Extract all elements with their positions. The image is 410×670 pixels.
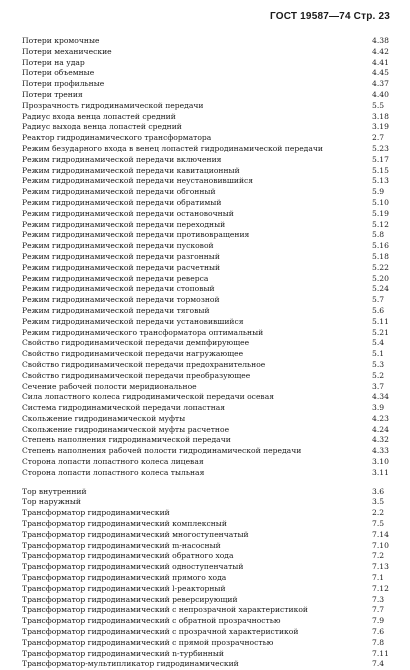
- entry-term: Режим гидродинамической передачи разгонный: [22, 251, 220, 261]
- entry-term: Скольжение гидродинамической муфты расчетное: [22, 424, 230, 434]
- entry-code: 7.3: [372, 594, 385, 604]
- entry-term: Режим гидродинамической передачи включения: [22, 154, 222, 164]
- entry-term: Трансформатор гидродинамический l-реакторный: [22, 583, 226, 593]
- index-entry: [22, 541, 396, 552]
- entry-term: Трансформатор гидродинамический обратного хода: [22, 551, 234, 561]
- entry-term: Трансформатор гидродинамический комплексный: [22, 519, 227, 529]
- index-entry: [22, 252, 396, 263]
- entry-term: Тор внутренний: [22, 486, 87, 496]
- entry-term: Степень наполнения рабочей полости гидродинамической передачи: [22, 446, 302, 456]
- index-entry: [22, 90, 396, 101]
- page-header: ГОСТ 19587—74 Стр. 23: [270, 11, 390, 22]
- entry-code: 4.41: [372, 57, 389, 67]
- entry-term: Режим гидродинамической передачи тяговый: [22, 305, 210, 315]
- index-entry: [22, 349, 396, 360]
- entry-code: 5.4: [372, 338, 385, 348]
- term-index-block-p-s: [22, 36, 396, 479]
- entry-term: Свойство гидродинамической передачи преобразующее: [22, 370, 251, 380]
- entry-code: 7.4: [372, 659, 385, 669]
- entry-term: Потери на удар: [22, 57, 85, 67]
- entry-term: Потери трения: [22, 89, 83, 99]
- index-entry: [22, 403, 396, 414]
- index-entry: [22, 198, 396, 209]
- entry-code: 3.9: [372, 403, 385, 413]
- entry-term: Сила лопастного колеса гидродинамической передачи осевая: [22, 392, 275, 402]
- index-entry: [22, 122, 396, 133]
- entry-code: 4.45: [372, 68, 389, 78]
- entry-code: 5.24: [372, 284, 389, 294]
- entry-code: 3.5: [372, 497, 385, 507]
- entry-code: 7.14: [372, 529, 389, 539]
- entry-term: Трансформатор гидродинамический прямого хода: [22, 573, 227, 583]
- entry-term: Трансформатор гидродинамический с прямой прозрачностью: [22, 637, 274, 647]
- entry-code: 7.7: [372, 605, 385, 615]
- entry-code: 7.8: [372, 637, 385, 647]
- entry-code: 4.34: [372, 392, 389, 402]
- entry-code: 7.5: [372, 519, 385, 529]
- entry-code: 5.5: [372, 100, 385, 110]
- index-entry: [22, 176, 396, 187]
- index-entry: [22, 58, 396, 69]
- index-entry: [22, 371, 396, 382]
- term-index-block-t: [22, 487, 396, 670]
- index-entry: [22, 187, 396, 198]
- entry-code: 5.15: [372, 165, 389, 175]
- index-entry: [22, 306, 396, 317]
- index-entry: [22, 166, 396, 177]
- index-entry: [22, 414, 396, 425]
- entry-code: 5.7: [372, 295, 385, 305]
- entry-code: 7.2: [372, 551, 385, 561]
- index-entry: [22, 595, 396, 606]
- entry-code: 3.6: [372, 486, 385, 496]
- entry-term: Режим гидродинамической передачи тормозной: [22, 295, 220, 305]
- index-entry: [22, 274, 396, 285]
- entry-term: Режим гидродинамической передачи стоповый: [22, 284, 215, 294]
- entry-code: 5.20: [372, 273, 389, 283]
- index-entry: [22, 328, 396, 339]
- entry-code: 5.9: [372, 187, 385, 197]
- entry-code: 5.2: [372, 370, 385, 380]
- entry-code: 4.38: [372, 36, 389, 45]
- index-entry: [22, 220, 396, 231]
- entry-term: Трансформатор гидродинамический m-насосный: [22, 540, 221, 550]
- index-entry: [22, 649, 396, 660]
- entry-code: 3.7: [372, 381, 385, 391]
- entry-term: Реактор гидродинамического трансформатора: [22, 133, 212, 143]
- entry-code: 5.17: [372, 154, 389, 164]
- index-entry: [22, 435, 396, 446]
- index-entry: [22, 263, 396, 274]
- entry-code: 7.9: [372, 616, 385, 626]
- entry-term: Свойство гидродинамической передачи нагружающее: [22, 349, 244, 359]
- entry-term: Режим гидродинамической передачи пусковой: [22, 241, 214, 251]
- entry-code: 4.32: [372, 435, 389, 445]
- index-entry: [22, 155, 396, 166]
- entry-term: Потери объемные: [22, 68, 95, 78]
- index-entry: [22, 360, 396, 371]
- index-entry: [22, 47, 396, 58]
- entry-term: Трансформатор-мультипликатор гидродинамический: [22, 659, 239, 669]
- index-entry: [22, 551, 396, 562]
- index-entry: [22, 457, 396, 468]
- index-entry: [22, 284, 396, 295]
- entry-code: 7.12: [372, 583, 389, 593]
- entry-code: 3.18: [372, 111, 389, 121]
- entry-code: 7.6: [372, 627, 385, 637]
- entry-term: Режим гидродинамического трансформатора оптимальный: [22, 327, 264, 337]
- entry-term: Скольжение гидродинамической муфты: [22, 413, 186, 423]
- entry-code: 5.1: [372, 349, 385, 359]
- index-entry: [22, 425, 396, 436]
- index-entry: [22, 112, 396, 123]
- entry-term: Свойство гидродинамической передачи предохранительное: [22, 359, 266, 369]
- entry-term: Свойство гидродинамической передачи демпфирующее: [22, 338, 250, 348]
- entry-code: 5.8: [372, 230, 385, 240]
- index-entry: [22, 616, 396, 627]
- entry-code: 4.33: [372, 446, 389, 456]
- entry-term: Режим безударного входа в венец лопастей гидродинамической передачи: [22, 143, 323, 153]
- index-entry: [22, 605, 396, 616]
- entry-code: 7.11: [372, 648, 389, 658]
- entry-term: Трансформатор гидродинамический одноступенчатый: [22, 562, 244, 572]
- entry-code: 5.16: [372, 241, 389, 251]
- entry-term: Режим гидродинамической передачи обратимый: [22, 197, 222, 207]
- entry-code: 4.40: [372, 89, 389, 99]
- entry-term: Режим гидродинамической передачи обгонный: [22, 187, 216, 197]
- entry-term: Трансформатор гидродинамический многоступенчатый: [22, 529, 249, 539]
- entry-code: 5.22: [372, 262, 389, 272]
- entry-code: 5.3: [372, 359, 385, 369]
- entry-term: Трансформатор гидродинамический с обратной прозрачностью: [22, 616, 281, 626]
- entry-code: 5.10: [372, 197, 389, 207]
- index-entry: [22, 209, 396, 220]
- index-entry: [22, 562, 396, 573]
- entry-term: Режим гидродинамической передачи расчетный: [22, 262, 221, 272]
- index-entry: [22, 101, 396, 112]
- entry-code: 3.19: [372, 122, 389, 132]
- index-entry: [22, 241, 396, 252]
- entry-code: 2.2: [372, 508, 385, 518]
- entry-code: 5.23: [372, 143, 389, 153]
- entry-term: Прозрачность гидродинамической передачи: [22, 100, 204, 110]
- entry-term: Сторона лопасти лопастного колеса тыльная: [22, 467, 205, 477]
- entry-term: Степень наполнения гидродинамической передачи: [22, 435, 231, 445]
- index-entry: [22, 317, 396, 328]
- index-entry: [22, 627, 396, 638]
- entry-term: Потери кромочные: [22, 36, 100, 45]
- entry-term: Трансформатор гидродинамический реверсирующий: [22, 594, 238, 604]
- entry-term: Режим гидродинамической передачи неустановившийся: [22, 176, 254, 186]
- entry-code: 5.6: [372, 305, 385, 315]
- entry-code: 3.10: [372, 457, 389, 467]
- entry-term: Система гидродинамической передачи лопастная: [22, 403, 226, 413]
- entry-term: Трансформатор гидродинамический n-турбинный: [22, 648, 224, 658]
- entry-term: Режим гидродинамической передачи кавитационный: [22, 165, 240, 175]
- entry-code: 7.10: [372, 540, 389, 550]
- entry-term: Режим гидродинамической передачи реверса: [22, 273, 209, 283]
- entry-term: Радиус выхода венца лопастей средний: [22, 122, 182, 132]
- index-entry: [22, 638, 396, 649]
- index-entry: [22, 468, 396, 479]
- entry-term: Режим гидродинамической передачи остановочный: [22, 208, 234, 218]
- index-entry: [22, 508, 396, 519]
- entry-term: Сечение рабочей полости меридиональное: [22, 381, 197, 391]
- index-entry: [22, 446, 396, 457]
- entry-code: 5.13: [372, 176, 389, 186]
- index-entry: [22, 519, 396, 530]
- index-entry: [22, 133, 396, 144]
- entry-code: 4.23: [372, 413, 389, 423]
- entry-term: Режим гидродинамической передачи установившийся: [22, 316, 244, 326]
- index-entry: [22, 530, 396, 541]
- index-entry: [22, 295, 396, 306]
- index-entry: [22, 36, 396, 47]
- entry-code: 2.7: [372, 133, 385, 143]
- entry-term: Потери механические: [22, 46, 112, 56]
- entry-term: Тор наружный: [22, 497, 81, 507]
- entry-term: Трансформатор гидродинамический с непрозрачной характеристикой: [22, 605, 308, 615]
- entry-code: 5.18: [372, 251, 389, 261]
- index-entry: [22, 659, 396, 670]
- entry-code: 7.1: [372, 573, 385, 583]
- index-entry: [22, 497, 396, 508]
- index-entry: [22, 487, 396, 498]
- entry-term: Режим гидродинамической передачи противовращения: [22, 230, 250, 240]
- index-entry: [22, 392, 396, 403]
- index-entry: [22, 79, 396, 90]
- index-entry: [22, 382, 396, 393]
- entry-term: Трансформатор гидродинамический с прозрачной характеристикой: [22, 627, 299, 637]
- entry-code: 3.11: [372, 467, 389, 477]
- entry-term: Радиус входа венца лопастей средний: [22, 111, 176, 121]
- index-entry: [22, 68, 396, 79]
- entry-term: Потери профильные: [22, 79, 105, 89]
- entry-code: 4.24: [372, 424, 389, 434]
- entry-code: 5.11: [372, 316, 389, 326]
- entry-code: 7.13: [372, 562, 389, 572]
- entry-term: Режим гидродинамической передачи переходный: [22, 219, 226, 229]
- index-entry: [22, 230, 396, 241]
- entry-code: 5.19: [372, 208, 389, 218]
- index-entry: [22, 584, 396, 595]
- block-gap: [22, 479, 396, 487]
- entry-term: Трансформатор гидродинамический: [22, 508, 170, 518]
- entry-code: 5.21: [372, 327, 389, 337]
- entry-code: 4.42: [372, 46, 389, 56]
- entry-code: 4.37: [372, 79, 389, 89]
- index-entry: [22, 573, 396, 584]
- index-entry: [22, 338, 396, 349]
- entry-code: 5.12: [372, 219, 389, 229]
- entry-term: Сторона лопасти лопастного колеса лицевая: [22, 457, 204, 467]
- index-entry: [22, 144, 396, 155]
- term-index: [22, 36, 396, 670]
